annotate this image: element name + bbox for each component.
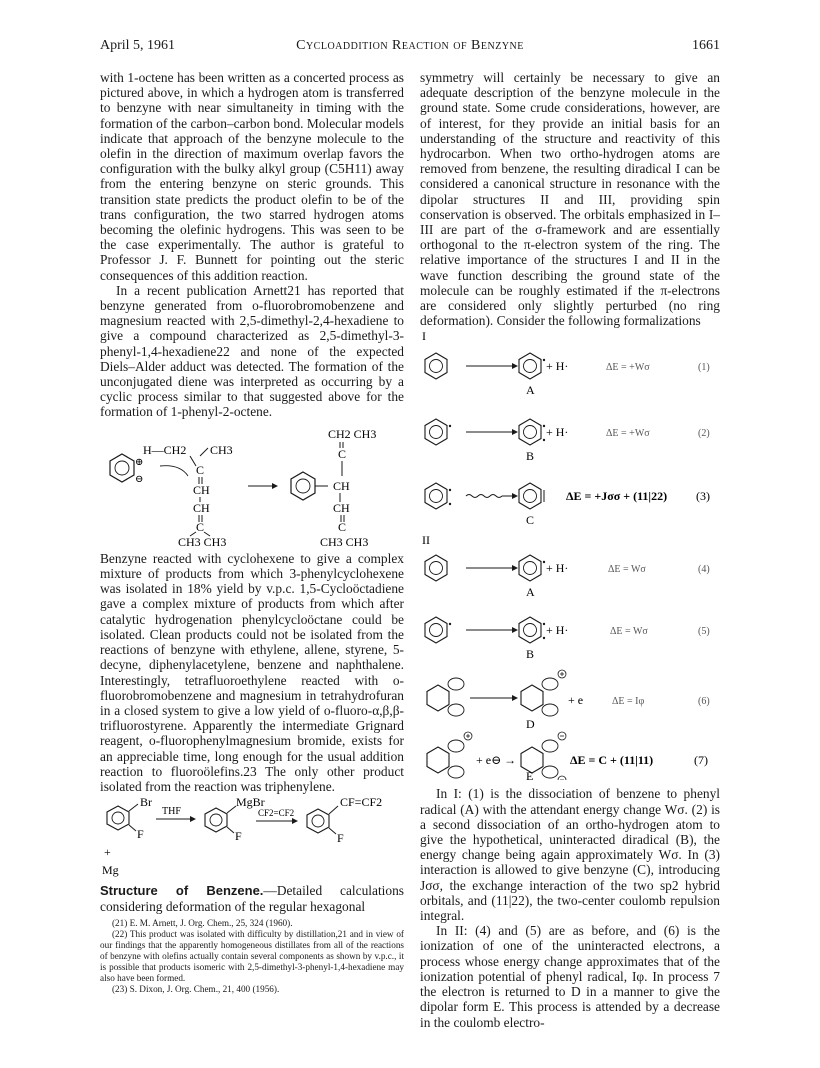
benzyne-structure xyxy=(307,809,329,833)
diradical xyxy=(425,483,451,509)
plus-charge: ⊕ xyxy=(135,456,144,468)
ch3-label: CH3 xyxy=(210,442,233,457)
eq6-energy: ΔE = Iφ xyxy=(612,696,645,708)
eq3-energy: ΔE = +Jσσ + (11|22) xyxy=(566,489,668,504)
carbon-label: C xyxy=(196,462,205,477)
fluorine-label: F xyxy=(137,827,144,842)
reagent-label: CF2=CF2 xyxy=(258,808,295,819)
eq5-energy: ΔE = Wσ xyxy=(610,626,648,638)
ch2-ch3-label: CH2 CH3 xyxy=(328,426,377,441)
eq1-energy: ΔE = +Wσ xyxy=(606,362,650,374)
right-column xyxy=(420,70,720,1030)
dimethyl-label: CH3 CH3 xyxy=(178,534,227,548)
benzene-ring xyxy=(425,353,447,379)
eq1-product: + H· xyxy=(546,359,569,374)
plus-sign: + xyxy=(104,845,111,860)
ch-label-2: CH xyxy=(333,500,350,515)
paragraph: In II: (4) and (5) are as before, and (6) is the ionization of one of the uninteracted electrons, a process whose energy change approximates that of the ionization potential of phenyl radical, Iφ. In process 7 the electron is returned to D in a manner to give the dipolar form E. This process is attended by a decrease in the coulomb electro- xyxy=(420,923,720,1030)
eq4-number: (4) xyxy=(698,564,710,576)
footnote-22: (22) This product was isolated with difficulty by distillation,21 and in view of our findings that the apparently homogeneous distillates from all of the reactions of benzyne with olefins actually contain several components as shown by v.p.c., it is possible that products isomeric with 2,5-dimethyl-3-phenyl-1,4-hexadiene may also have been formed. xyxy=(100,928,404,983)
benzyne-structure xyxy=(519,483,544,509)
bromine-label: Br xyxy=(140,795,152,810)
mgbr-label: MgBr xyxy=(236,795,265,810)
eq1-number: (1) xyxy=(698,362,710,374)
eq4-letter: A xyxy=(526,585,535,600)
footnotes xyxy=(100,918,404,995)
structure-label-I: I xyxy=(422,329,426,344)
eq2-energy: ΔE = +Wσ xyxy=(606,428,650,440)
ch-label-2: CH xyxy=(193,500,210,515)
section-heading: Structure of Benzene. xyxy=(100,883,264,899)
h-ch2-label: H—CH2 xyxy=(143,442,187,457)
paragraph: In I: (1) is the dissociation of benzene to phenyl radical (A) with the attendant energy change Wσ. (2) is a second dissociation of an ortho-hydrogen atom to give the hypothetical, uninteracted diradical (B), the energy change being again approximately Wσ. In (3) interaction is allowed to give benzyne (C), introducing Jσσ, the exchange interaction of the two sp2 hybrid orbitals, and (11|22), the two-center coulomb repulsion integral. xyxy=(420,786,720,924)
eq6-letter: D xyxy=(526,717,535,732)
orbital-structure xyxy=(427,732,472,778)
diradical xyxy=(519,419,545,445)
paragraph: In a recent publication Arnett21 has reported that benzyne generated from o-fluorobromobenzene and magnesium reacted with 2,5-dimethyl-2,4-hexadiene to give a compound characterized as 2,5-dimethyl-3-phenyl-1,4-hexadiene22 and none of the expected Diels–Alder adduct was detected. The formation of the unconjugated diene was interpreted as occurring by a cyclic process similar to that suggested above for the formation of 1-phenyl-2-octene. xyxy=(100,282,404,420)
formalization-scheme xyxy=(420,328,720,780)
header-date: April 5, 1961 xyxy=(100,38,176,53)
fluorine-label: F xyxy=(235,829,242,844)
benzene-ring xyxy=(425,555,447,581)
eq7-letter: E xyxy=(526,769,534,781)
paragraph: with 1-octene has been written as a concerted process as pictured above, in which a hydrogen atom is transferred to benzyne with near simultaneity in timing with the formation of the carbon–carbon bond. Molecular models indicate that approach of the benzyne molecule to the olefin in the direction of maximum overlap favors the configuration with the bulky alkyl group (C5H11) away from the entering benzyne on steric grounds. This transition state predicts the product olefin to be of the trans configuration, the two starred hydrogen atoms becoming the olefinic hydrogens. This was seen to be the case experimentally. The author is grateful to Professor J. F. Bunnett for pointing out the steric consequences of this addition reaction. xyxy=(100,70,404,283)
eq2-product: + H· xyxy=(546,425,569,440)
eq3-number: (3) xyxy=(696,489,710,504)
eq6-number: (6) xyxy=(698,696,710,708)
grignard-scheme xyxy=(100,794,404,880)
ch-label: CH xyxy=(193,482,210,497)
eq5-product: + H· xyxy=(546,623,569,638)
formalizations-diagram xyxy=(420,328,720,780)
eq4-energy: ΔE = Wσ xyxy=(608,564,646,576)
dimethyl-label: CH3 CH3 xyxy=(320,534,369,548)
fluorine-label: F xyxy=(337,831,344,846)
eq3-letter: C xyxy=(526,513,535,528)
structure-label-II: II xyxy=(422,533,430,548)
phenyl-radical xyxy=(519,353,545,379)
eq1-letter: A xyxy=(526,383,535,398)
benzene-ring xyxy=(291,472,315,500)
eq5-number: (5) xyxy=(698,626,710,638)
section-text: —Detailed calculations considering deformation of the regular hexagonal xyxy=(100,883,404,914)
left-column xyxy=(100,70,404,995)
diradical xyxy=(519,617,545,643)
eq6-product: + e xyxy=(568,693,584,708)
footnote-23: (23) S. Dixon, J. Org. Chem., 21, 400 (1956). xyxy=(112,983,280,994)
running-header xyxy=(100,38,720,60)
mg-label: Mg xyxy=(102,863,119,878)
thf-label: THF xyxy=(162,806,181,818)
eq7-product: + e⊖ → xyxy=(476,753,517,768)
benzyne-structure xyxy=(107,806,129,830)
orbital-structure xyxy=(521,670,566,716)
carbon-label: C xyxy=(338,446,347,461)
benzyne-structure xyxy=(110,454,134,482)
benzyne-structure xyxy=(205,808,227,832)
diene-reaction-scheme xyxy=(100,420,404,548)
phenyl-radical xyxy=(425,419,451,445)
eq2-number: (2) xyxy=(698,428,710,440)
ch-label: CH xyxy=(333,478,350,493)
carbon-label: C xyxy=(338,519,347,534)
paragraph: symmetry will certainly be necessary to give an adequate description of the benzyne molecule in the ground state. Some crude considerations, however, are of interest, for they provide an initial basis for an understanding of the structure and reactivity of this hydrocarbon. When two ortho-hydrogen atoms are removed from benzene, the resulting diradical I can be considered a canonical structure in resonance with the dipolar structures II and III, providing spin conservation is observed. The orbitals emphasized in I–III are part of the σ-framework and are essentially orthogonal to the π-electron system of the ring. The relative importance of the structures I and II in the wave function describing the ground state of the molecule can be roughly estimated if the π-electrons are considered only slightly perturbed (no ring deformation). Consider the following formalizations xyxy=(420,70,720,329)
product-label: CF=CF2 xyxy=(340,795,383,810)
header-title: Cycloaddition Reaction of Benzyne xyxy=(296,38,524,53)
eq4-product: + H· xyxy=(546,561,569,576)
minus-charge: ⊖ xyxy=(135,473,144,485)
eq7-energy: ΔE = C + (11|11) xyxy=(570,753,654,768)
paragraph: Benzyne reacted with cyclohexene to give a complex mixture of products from which 3-phenylcyclohexene was isolated in 18% yield by v.p.c. 1,5-Cycloöctadiene gave a complex mixture of products from which after catalytic hydrogenation phenylcycloöctane could be isolated. Clean products could not be isolated from the reactions of benzyne with ethylene, allene, styrene, 5-decyne, diphenylacetylene, benzene and naphthalene. Interestingly, tetrafluoroethylene reacted with o-fluorobromobenzene and magnesium in tetrahydrofuran in a closed system to give a low yield of o-fluoro-α,β,β-trifluorostyrene. Apparently the intermediate Grignard reagent, o-fluorophenylmagnesium bromide, exists for an appreciable time, long enough for the usual addition reaction to fluoroölefins.23 The only other product isolated from the reaction was triphenylene. xyxy=(100,550,404,794)
phenyl-radical xyxy=(425,617,451,643)
eq5-letter: B xyxy=(526,647,535,662)
orbital-structure xyxy=(427,678,464,716)
page-number: 1661 xyxy=(692,38,720,53)
eq7-number: (7) xyxy=(694,753,708,768)
carbon-label: C xyxy=(196,519,205,534)
footnote-21: (21) E. M. Arnett, J. Org. Chem., 25, 324 (1960). xyxy=(112,917,293,928)
phenyl-radical xyxy=(519,555,545,581)
eq2-letter: B xyxy=(526,449,535,464)
